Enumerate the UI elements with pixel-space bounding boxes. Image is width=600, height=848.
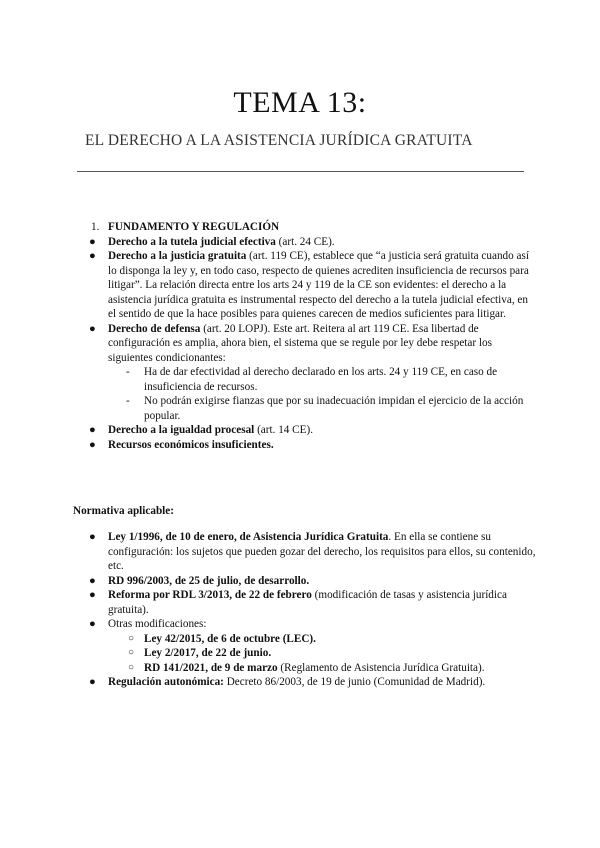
document-title: TEMA 13: bbox=[233, 86, 367, 119]
list-item bbox=[77, 588, 537, 617]
item-text: (modificación de tasas y asistencia jurídica gratuita). bbox=[108, 589, 507, 616]
item-bold-text: Ley 1/1996, de 10 de enero, de Asistencia Jurídica Gratuita bbox=[108, 531, 389, 543]
sub-list-item bbox=[77, 365, 537, 394]
item-bold-text: Reforma por RDL 3/2013, de 22 de febrero bbox=[108, 589, 312, 601]
list-item bbox=[77, 438, 537, 453]
bullet-icon: ● bbox=[89, 438, 96, 451]
sub-item-text: (Reglamento de Asistencia Jurídica Gratuita). bbox=[277, 661, 485, 674]
list-item bbox=[77, 675, 537, 690]
item-text: (art. 24 CE). bbox=[275, 235, 335, 248]
bullet-icon: ● bbox=[89, 618, 96, 630]
item-text: (art. 20 LOPJ). Este art. Reitera al art 119 CE. Esa libertad de configuración es amplia, ahora bien, el sistema que se regule por ley debe respetar los siguientes condicionantes: bbox=[108, 322, 492, 364]
bullet-icon: ● bbox=[89, 235, 96, 248]
document-subtitle: EL DERECHO A LA ASISTENCIA JURÍDICA GRATUITA bbox=[85, 132, 473, 149]
sub-list-item bbox=[77, 632, 537, 647]
bullet-icon: ● bbox=[89, 250, 96, 262]
list-item bbox=[77, 235, 537, 250]
circle-bullet-icon: ○ bbox=[128, 661, 135, 673]
item-text: Decreto 86/2003, de 19 de junio (Comunidad de Madrid). bbox=[223, 676, 486, 688]
dash-icon: - bbox=[126, 366, 130, 378]
bullet-icon: ● bbox=[89, 322, 96, 335]
bullet-icon: ● bbox=[89, 531, 96, 543]
item-bold-text: Derecho a la justicia gratuita bbox=[108, 250, 247, 262]
sub-item-text: . bbox=[313, 632, 316, 645]
section-heading-text: FUNDAMENTO Y REGULACIÓN bbox=[108, 221, 280, 233]
item-bold-text: Derecho a la igualdad procesal bbox=[108, 424, 255, 436]
circle-bullet-icon: ○ bbox=[128, 632, 135, 644]
sub-item-text: No podrán exigirse fianzas que por su inadecuación impidan el ejercicio de la acción popular. bbox=[144, 395, 524, 422]
list-item bbox=[77, 530, 537, 574]
section-normativa bbox=[77, 530, 537, 690]
item-text: . En ella se contiene su configuración: los sujetos que pueden gozar del derecho, los requisitos para ellos, su contenido, etc. bbox=[108, 531, 536, 572]
item-bold-text: Regulación autonómica: bbox=[108, 676, 224, 688]
list-item bbox=[77, 423, 537, 438]
item-text: Otras modificaciones: bbox=[108, 618, 207, 630]
dash-icon: - bbox=[126, 395, 130, 407]
list-item bbox=[77, 617, 537, 632]
sub-item-bold-text: RD 141/2021, de 9 de marzo bbox=[144, 661, 278, 674]
sub-item-bold-text: Ley 42/2015, de 6 de octubre (LEC) bbox=[144, 632, 314, 645]
circle-bullet-icon: ○ bbox=[128, 647, 135, 658]
title-divider bbox=[77, 171, 524, 172]
section-fundamento bbox=[77, 220, 537, 452]
sub-list-item bbox=[77, 646, 537, 661]
item-bold-text: Derecho de defensa bbox=[108, 322, 201, 335]
item-bold-text: RD 996/2003, de 25 de julio, de desarrollo bbox=[108, 574, 307, 587]
item-bold-text: Derecho a la tutela judicial efectiva bbox=[108, 235, 276, 248]
list-item bbox=[77, 322, 537, 366]
bullet-icon: ● bbox=[89, 574, 96, 587]
section-heading bbox=[77, 220, 537, 235]
list-item bbox=[77, 574, 537, 589]
section-number: 1. bbox=[91, 221, 100, 233]
sub-list-item bbox=[77, 394, 537, 423]
item-text: (art. 14 CE). bbox=[254, 424, 313, 436]
bullet-icon: ● bbox=[89, 676, 96, 688]
normativa-heading: Normativa aplicable: bbox=[73, 505, 174, 517]
item-text: . bbox=[270, 438, 274, 451]
sub-item-text: . bbox=[268, 647, 272, 659]
sub-list-item bbox=[77, 661, 537, 676]
list-item bbox=[77, 249, 537, 322]
item-bold-text: Recursos económicos insuficientes bbox=[108, 438, 271, 451]
bullet-icon: ● bbox=[89, 589, 96, 601]
bullet-icon: ● bbox=[89, 424, 96, 436]
item-text: (art. 119 CE), establece que “a justicia será gratuita cuando así lo disponga la ley y, en todo caso, respecto de quienes acrediten insuficiencia de recursos para litigar”. La relación directa entre los arts 24 y 119 de la CE son evidentes: el derecho a la asistencia jurídica gratuita es instrumental respecto del derecho a la tutela judicial efectiva, en el sentido de que la hace posibles para quienes carecen de medios suficientes para litigar. bbox=[108, 250, 529, 320]
item-text: . bbox=[306, 574, 310, 587]
sub-item-text: Ha de dar efectividad al derecho declarado en los arts. 24 y 119 CE, en caso de insuficiencia de recursos. bbox=[144, 366, 498, 393]
sub-item-bold-text: Ley 2/2017, de 22 de junio bbox=[144, 647, 269, 659]
